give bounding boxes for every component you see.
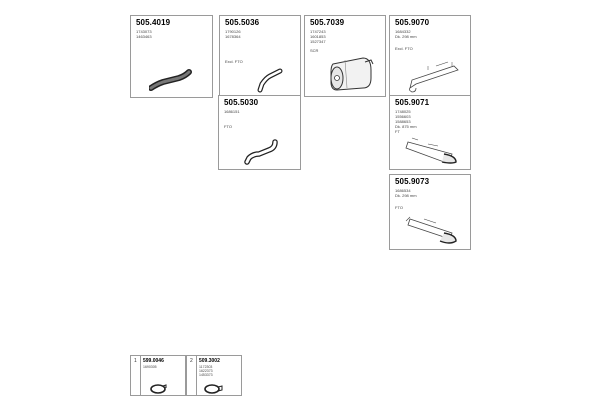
part-number: 505.7039: [310, 18, 345, 27]
pipe-drawing-icon: [398, 134, 464, 166]
part-note: FTO: [224, 124, 232, 129]
index-divider: [196, 356, 197, 395]
part-number: 505.9073: [395, 177, 430, 186]
part-number: 505.5036: [225, 18, 260, 27]
part-number: 505.9070: [395, 18, 430, 27]
part-card-505-9070: [389, 15, 471, 97]
pipe-drawing-icon: [404, 58, 464, 94]
part-note: Excl. FTO: [395, 46, 413, 51]
clamp-number: 509.3002: [199, 358, 220, 364]
part-card-505-5036: [219, 15, 301, 97]
bent-pipe-icon: [241, 136, 285, 166]
part-references: 1790126 1678364: [225, 29, 241, 39]
part-note: FTO: [395, 205, 403, 210]
flexible-pipe-icon: [149, 66, 194, 92]
clamp-card-599-0046: [130, 355, 186, 396]
part-card-505-4019: [130, 15, 213, 98]
part-note: SCR: [310, 48, 319, 53]
part-note: Excl. FTO: [225, 59, 243, 64]
part-references: 1686151: [224, 109, 240, 114]
part-card-505-9073: [389, 174, 471, 250]
part-card-505-9071: [389, 95, 471, 170]
clamp-card-509-3002: [186, 355, 242, 396]
bent-pipe-icon: [256, 66, 286, 94]
silencer-icon: [327, 54, 377, 94]
part-card-505-5030: [218, 95, 301, 170]
clamp-icon: [149, 383, 167, 395]
part-references: 1747243 1601853 1527347: [310, 29, 326, 44]
clamp-index: 2: [190, 358, 193, 364]
clamp-references: 1172303 1622373 1453373: [199, 365, 213, 377]
pipe-drawing-icon: [400, 211, 462, 247]
part-number: 505.5030: [224, 98, 259, 107]
part-number: 505.4019: [136, 18, 171, 27]
clamp-icon: [203, 383, 223, 395]
part-references: 1748025 1556603 1588653 Dk. 875 mm: [395, 109, 417, 129]
part-number: 505.9071: [395, 98, 430, 107]
part-references: 1743073 1463463: [136, 29, 152, 39]
part-card-505-7039: [304, 15, 386, 97]
clamp-references: 1690305: [143, 365, 157, 369]
clamp-index: 1: [134, 358, 137, 364]
index-divider: [140, 356, 141, 395]
part-note: FT: [395, 129, 400, 134]
part-references: 1684332 Dk. 298 mm: [395, 29, 417, 39]
part-references: 1686534 Dk. 298 mm: [395, 188, 417, 198]
clamp-number: 599.0046: [143, 358, 164, 364]
